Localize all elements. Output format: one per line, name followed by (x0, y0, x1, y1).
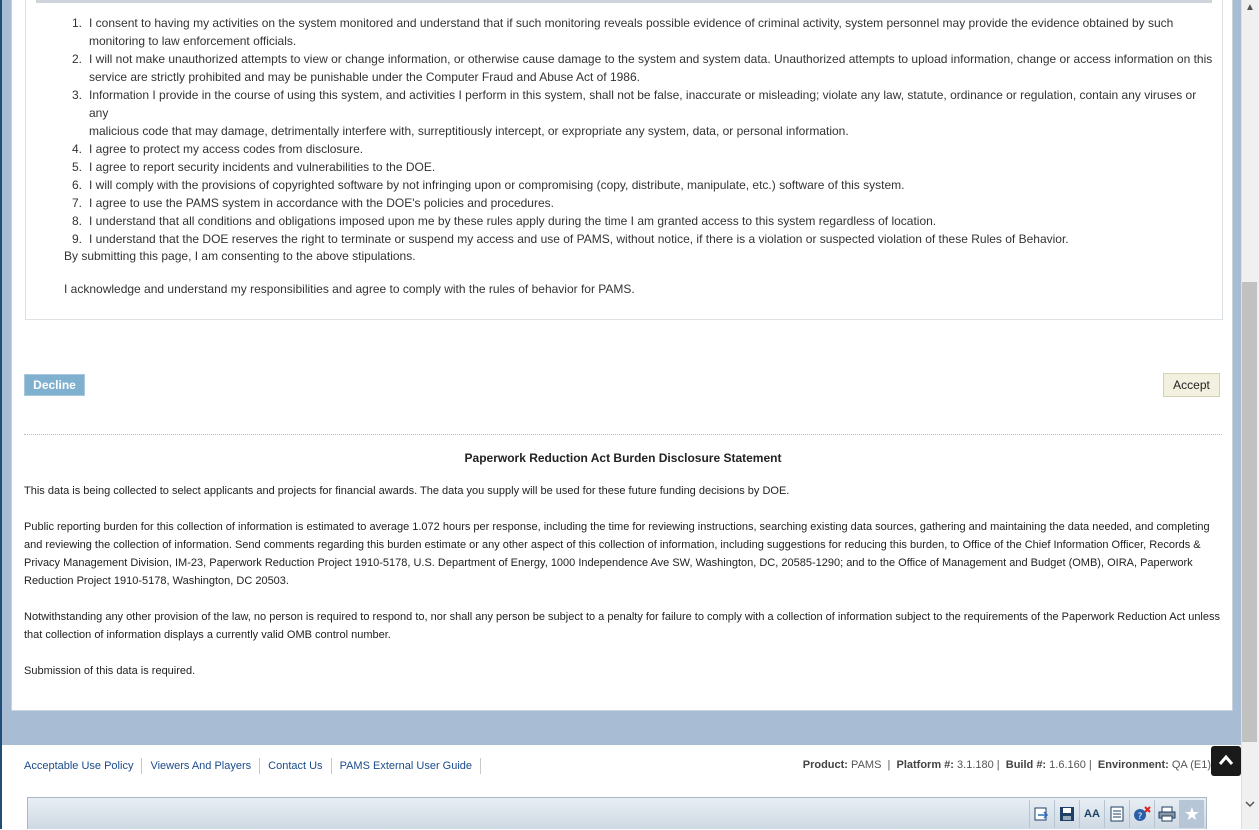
print-icon[interactable] (1154, 800, 1179, 828)
prn-paragraph-4: Submission of this data is required. (24, 665, 196, 677)
page-icon[interactable] (1104, 800, 1129, 828)
consent-statement: By submitting this page, I am consenting to the above stipulations. (64, 249, 416, 263)
text-size-icon[interactable]: AA (1079, 800, 1104, 828)
help-close-icon[interactable] (1129, 800, 1154, 828)
footer-links (24, 758, 481, 774)
export-icon[interactable] (1029, 800, 1054, 828)
back-to-top-button[interactable] (1211, 746, 1241, 776)
scroll-down-arrow[interactable] (1241, 797, 1259, 813)
rule-item: 7. I agree to use the PAMS system in accordance with the DOE's policies and procedures. (71, 196, 554, 210)
rule-item: 5. I agree to report security incidents and vulnerabilities to the DOE. (71, 160, 436, 174)
footer-link-acceptable-use[interactable]: Acceptable Use Policy (24, 758, 142, 774)
bottom-toolbar (27, 797, 1207, 829)
footer-link-user-guide[interactable]: PAMS External User Guide (332, 758, 481, 774)
acknowledge-statement: I acknowledge and understand my responsibilities and agree to comply with the rules of behavior for PAMS. (64, 282, 635, 296)
footer-link-contact-us[interactable]: Contact Us (260, 758, 331, 774)
rules-of-behavior-box (25, 0, 1223, 320)
rule-item: 6. I will comply with the provisions of copyrighted software by not infringing upon or compromising (copy, distribute, manipulate, etc.) software of this system. (71, 178, 905, 192)
prn-paragraph-2: Public reporting burden for this collection of information is estimated to average 1.072 hours per response, including the time for reviewing instructions, searching existing data sources, gathering and maintaining the data needed, and completing and reviewing the collection of information. Send comments regarding this burden estimate or any other aspect of this collection of information, including suggestions for reducing this burden, to Office of the Chief Information Officer, Records & Privacy Management Division, IM-23, Paperwork Reduction Project 1910-5178, U.S. Department of Energy, 1000 Independence Ave SW, Washington, DC, 20585-1290; and to the Office of Management and Budget (OMB), OIRA, Paperwork Reduction Project 1910-5178, Washington, DC 20503. (24, 521, 1210, 587)
main-panel (11, 0, 1233, 711)
prn-paragraph-1: This data is being collected to select applicants and projects for financial awards. The data you supply will be used for these future funding decisions by DOE. (24, 485, 790, 497)
scrollbar-thumb[interactable] (1242, 282, 1257, 742)
rules-list (26, 14, 1216, 248)
section-divider (24, 434, 1222, 435)
star-icon[interactable]: ★ (1179, 800, 1204, 828)
footer-link-viewers-players[interactable]: Viewers And Players (142, 758, 260, 774)
svg-text:?: ? (1137, 812, 1143, 822)
rule-item: 9. I understand that the DOE reserves the right to terminate or suspend my access and use of PAMS, without notice, if there is a violation or suspected violation of these Rules of Behavior. (71, 232, 1069, 246)
prn-paragraph-3: Notwithstanding any other provision of the law, no person is required to respond to, nor shall any person be subject to a penalty for failure to comply with a collection of information subject to the requirements of the Paperwork Reduction Act unless that collection of information displays a currently valid OMB control number. (24, 611, 1220, 641)
rule-item: 3. Information I provide in the course of using this system, and activities I perform in this system, shall not be false, inaccurate or misleading; violate any law, statute, ordinance or regulation, contain any viruses or any malicious code that may damage, detrimentally interfere with, surreptitiously intercept, or expropriate any system, data, or personal information. (71, 88, 1197, 138)
decline-button[interactable]: Decline (24, 374, 85, 396)
rule-item: 1. I consent to having my activities on the system monitored and understand that if such monitoring reveals possible evidence of criminal activity, system personnel may provide the evidence obtained by such monitoring to law enforcement officials. (71, 16, 1174, 48)
rule-item: 2. I will not make unauthorized attempts to view or change information, or otherwise cause damage to the system and system data. Unauthorized attempts to upload information, change or access information on this service are strictly prohibited and may be punishable under the Computer Fraud and Abuse Act of 1986. (71, 52, 1213, 84)
rule-item: 4. I agree to protect my access codes from disclosure. (71, 142, 364, 156)
save-icon[interactable] (1054, 800, 1079, 828)
build-info: Product: PAMS | Platform #: 3.1.180 | Build #: 1.6.160 | Environment: QA (E1) (802, 759, 1211, 771)
scroll-up-arrow[interactable]: ▲ (1245, 2, 1255, 13)
accept-button[interactable]: Accept (1163, 373, 1220, 397)
chevron-down-icon (1243, 797, 1257, 811)
prn-title: Paperwork Reduction Act Burden Disclosure Statement (464, 451, 782, 465)
chevron-up-icon (1211, 746, 1241, 776)
rules-box-top-strip (36, 0, 1212, 3)
rule-item: 8. I understand that all conditions and obligations imposed upon me by these rules apply during the time I am granted access to this system regardless of location. (71, 214, 937, 228)
